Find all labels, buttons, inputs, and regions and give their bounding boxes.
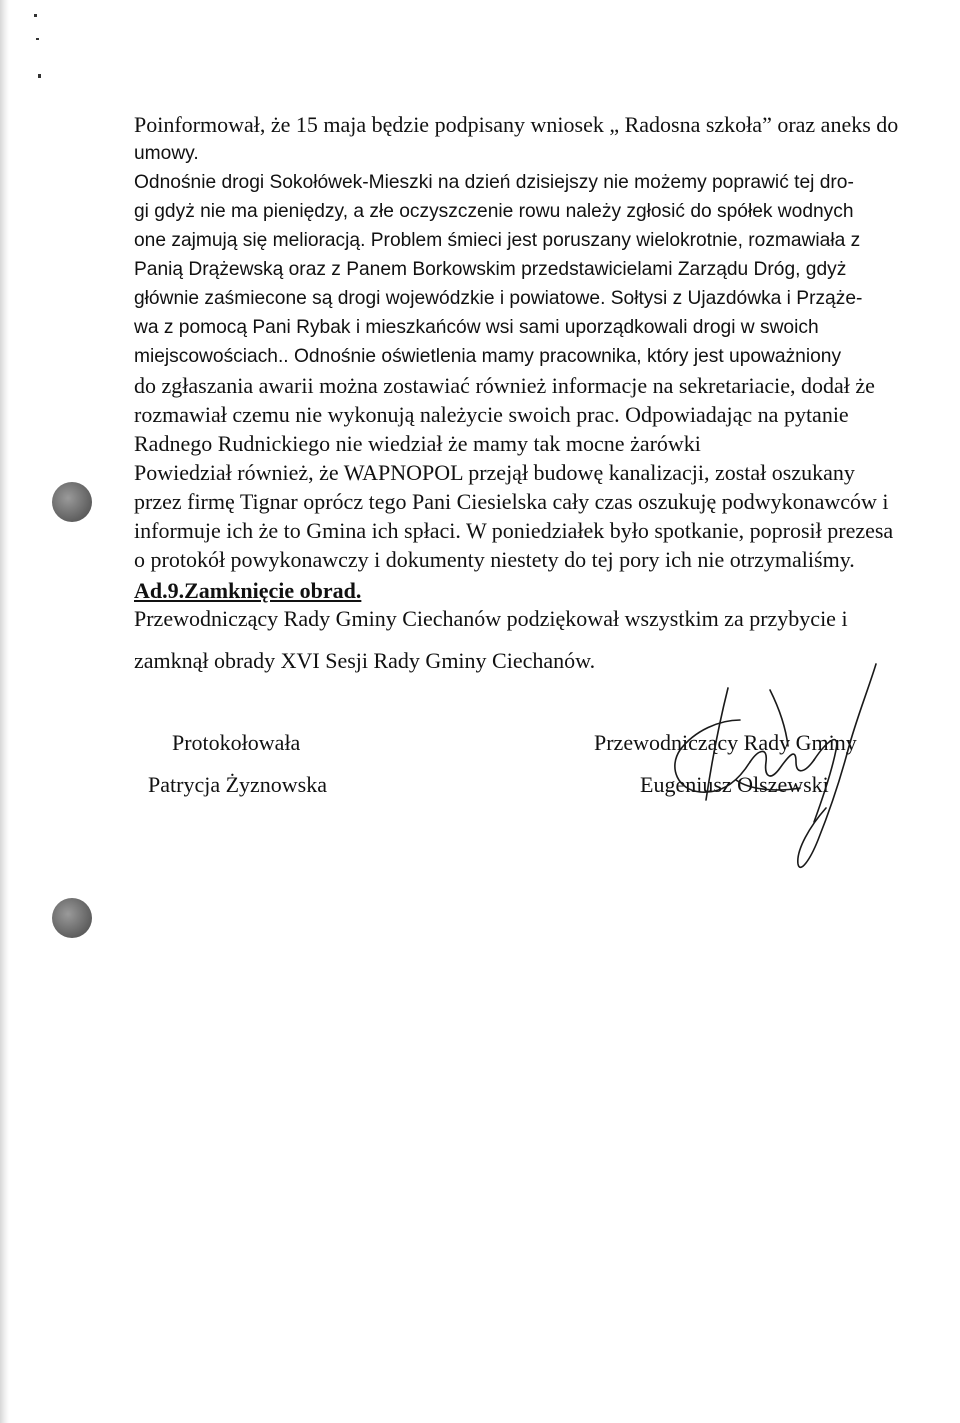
minutes-taker-name: Patrycja Żyznowska bbox=[148, 772, 327, 797]
minutes-taker-role: Protokołowała bbox=[172, 730, 301, 755]
closing-sentence-line-1: Przewodniczący Rady Gminy Ciechanów podziękował wszystkim za przybycie i bbox=[134, 606, 848, 631]
scan-edge-shadow bbox=[0, 0, 9, 1423]
body-line: Panią Drążewską oraz z Panem Borkowskim przedstawicielami Zarządu Dróg, gdyż bbox=[134, 259, 847, 280]
body-line: rozmawiał czemu nie wykonują należycie swoich prac. Odpowiadając na pytanie bbox=[134, 402, 849, 427]
body-line: one zajmują się melioracją. Problem śmieci jest poruszany wielokrotnie, rozmawiała z bbox=[134, 230, 861, 251]
body-line: informuje ich że to Gmina ich spłaci. W poniedziałek było spotkanie, poprosił prezesa bbox=[134, 518, 894, 543]
punch-hole-lower bbox=[52, 898, 92, 938]
body-line: głównie zaśmiecone są drogi wojewódzkie i powiatowe. Sołtysi z Ujazdówka i Prząże- bbox=[134, 288, 863, 309]
body-line: Poinformował, że 15 maja będzie podpisany wniosek „ Radosna szkoła” oraz aneks do bbox=[134, 112, 899, 137]
body-line: o protokół powykonawczy i dokumenty niestety do tej pory ich nie otrzymaliśmy. bbox=[134, 547, 855, 572]
body-line: umowy. bbox=[134, 143, 199, 164]
body-line: przez firmę Tignar oprócz tego Pani Ciesielska cały czas oszukuję podwykonawców i bbox=[134, 489, 889, 514]
body-line: Odnośnie drogi Sokołówek-Mieszki na dzień dzisiejszy nie możemy poprawić tej dro- bbox=[134, 172, 854, 193]
body-line: Radnego Rudnickiego nie wiedział że mamy tak mocne żarówki bbox=[134, 431, 701, 456]
body-line: Powiedział również, że WAPNOPOL przejął budowę kanalizacji, został oszukany bbox=[134, 460, 855, 485]
punch-hole-upper bbox=[52, 482, 92, 522]
body-paragraph bbox=[134, 110, 924, 574]
section-heading: Ad.9.Zamknięcie obrad. bbox=[134, 578, 362, 603]
scan-speck bbox=[38, 74, 41, 78]
handwritten-signature bbox=[600, 650, 900, 900]
body-line: do zgłaszania awarii można zostawiać również informacje na sekretariacie, dodał że bbox=[134, 373, 875, 398]
body-line: gi gdyż nie ma pieniędzy, a złe oczyszczenie rowu należy zgłosić do spółek wodnych bbox=[134, 201, 854, 222]
body-line: wa z pomocą Pani Rybak i mieszkańców wsi sami uporządkowali drogi w swoich bbox=[134, 317, 819, 338]
scan-speck bbox=[34, 14, 37, 17]
body-line: miejscowościach.. Odnośnie oświetlenia mamy pracownika, który jest upoważniony bbox=[134, 346, 842, 367]
chairman-role: Przewodniczący Rady Gminy bbox=[594, 730, 857, 755]
chairman-name: Eugeniusz Olszewski bbox=[640, 772, 829, 797]
scan-speck bbox=[36, 38, 39, 40]
closing-sentence-line-2: zamknął obrady XVI Sesji Rady Gminy Ciechanów. bbox=[134, 648, 596, 673]
